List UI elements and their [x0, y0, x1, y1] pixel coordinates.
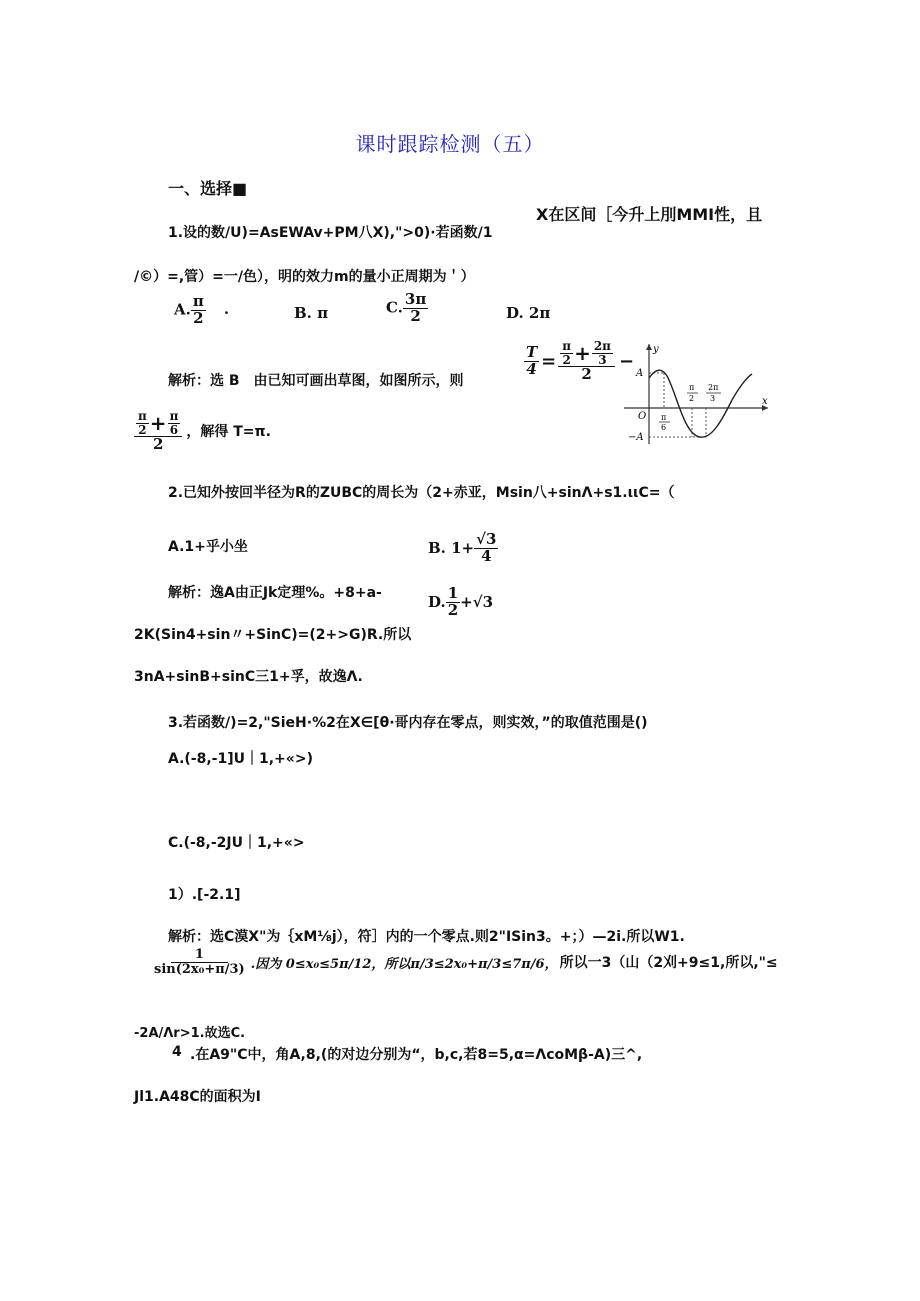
q2-line1: 2.已知外按回半径为R的ZUBC的周长为（2+赤亚，Msin八+sinΛ+s1.ιιC=（: [168, 485, 675, 501]
neg-amplitude-label: −A: [628, 432, 644, 443]
q2-solution-line2: 2K(Sin4+sin〃+SinC)=(2+>G)R.所以: [134, 627, 412, 643]
q1-option-b: B. π: [294, 304, 329, 322]
q4-number: 4: [172, 1044, 182, 1060]
svg-text:2π: 2π: [708, 383, 719, 392]
q3-option-d: 1）.[-2.1]: [168, 887, 241, 903]
origin-label: O: [638, 411, 647, 422]
y-axis-label: y: [653, 344, 659, 355]
q2-option-d: D. $\frac{1}{2}$ +√3: [428, 584, 494, 619]
q3-solution-line1: 解析：选C漠X"为｛xM⅛j），符］内的一个零点.则2"ISin3。+；）—2i.所以W1.: [168, 929, 685, 945]
q3-option-a: A.(-8,-1]U｜1,+«>): [168, 751, 313, 767]
q1-line2: /©）=,管）=一/色），明的效力m的量小正周期为＇）: [134, 269, 475, 285]
q2-solution-line1: 解析：逸A由正Jk定理%。+8+a-: [168, 585, 382, 601]
q4-line1: .在A9"C中，角A,8,(的对边分别为“，b,c,若8=5,α=ΛcoMβ-A)三^,: [190, 1047, 643, 1063]
q3-option-c: C.(-8,-2JU｜1,+«>: [168, 835, 305, 851]
amplitude-label: A: [636, 368, 644, 379]
q1-solution-formula: $\frac{T}{4}$ = $\frac{\pi}{2}$ + $\frac{2\pi}{3}$ 2 −: [526, 339, 635, 384]
q1-option-d: D. 2π: [506, 304, 551, 322]
x-axis-label: x: [762, 396, 768, 407]
q1-solution-prefix: 解析：选 B 由已知可画出草图，如图所示，则: [168, 373, 464, 389]
q1-side-text: X在区间［今升上刖MMI性，且: [536, 205, 763, 224]
q3-solution-line3: -2A/Λr>1.故选C.: [134, 1026, 246, 1041]
svg-text:3: 3: [710, 394, 716, 403]
q1-line1: 1.设的数/U)=AsEWAv+PM八X),">0)·若函数/1: [168, 225, 493, 241]
y-axis-arrow: [646, 344, 652, 350]
section-heading: 一、选择■: [168, 179, 248, 198]
tick3-label: [706, 383, 721, 403]
q1-solution-second-fraction: $\frac{\pi}{2}$ + $\frac{\pi}{6}$ 2 ，解得 T=π.: [134, 410, 271, 453]
q4-line2: Jl1.A48C的面积为I: [134, 1089, 261, 1105]
page-title: 课时跟踪检测（五）: [355, 132, 545, 156]
q2-option-a: A.1+乎小坐: [168, 539, 248, 555]
q2-solution-line3: 3nA+sinB+sinC三1+孚，故逸Λ.: [134, 669, 363, 685]
tick1-label: [659, 413, 670, 432]
q1-option-c: C. $\frac{3\pi}{2}$: [386, 290, 427, 325]
svg-text:π: π: [689, 383, 695, 392]
tick2-label: [687, 383, 698, 403]
svg-text:6: 6: [661, 423, 667, 432]
q3-solution-line2: $\frac{1}{\text{sin(2x₀+π/3)}}$ .因为 0≤x₀≤5π/12，所以π/3≤2x₀+π/3≤7π/6， 所以一3（山（2刈+9≤1,所以,"≤: [154, 947, 778, 977]
svg-text:2: 2: [689, 394, 695, 403]
q2-option-b: B. 1+ $\frac{√3}{4}$: [428, 530, 497, 565]
q1-option-a: A. $\frac{\pi}{2}$ .: [174, 292, 230, 327]
q1-sketch-graph: [622, 340, 772, 448]
svg-text:π: π: [661, 413, 667, 422]
q3-line1: 3.若函数/)=2,"SieH·%2在X∈[θ·哥内存在零点，则实效，”的取值范围是(): [168, 715, 648, 731]
